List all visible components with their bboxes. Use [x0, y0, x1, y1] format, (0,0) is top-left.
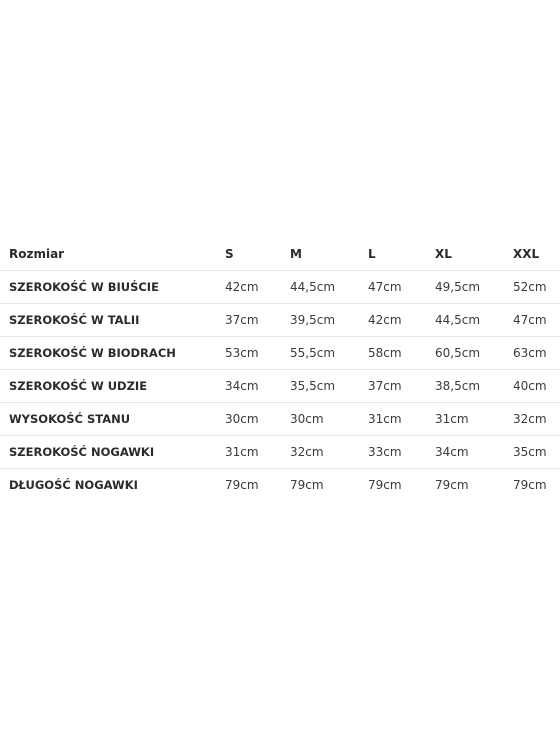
header-size-xxl: XXL — [513, 247, 540, 261]
table-cell: 53cm — [225, 337, 290, 370]
table-cell: 79cm — [225, 469, 290, 502]
table-cell: 35,5cm — [290, 370, 368, 403]
table-cell: 37cm — [225, 304, 290, 337]
table-cell: 42cm — [225, 271, 290, 304]
table-row — [0, 370, 560, 403]
table-row — [0, 337, 560, 370]
table-cell: 49,5cm — [435, 271, 513, 304]
table-cell: 31cm — [368, 403, 435, 436]
row-label: SZEROKOŚĆ W BIODRACH — [0, 337, 225, 370]
table-row — [0, 469, 560, 502]
table-cell: 58cm — [368, 337, 435, 370]
table-cell: 44,5cm — [290, 271, 368, 304]
row-label: SZEROKOŚĆ NOGAWKI — [0, 436, 225, 469]
header-size-label: Rozmiar — [9, 247, 65, 261]
table-cell: 79cm — [513, 469, 560, 502]
table-cell: 32cm — [513, 403, 560, 436]
header-size-l: L — [368, 247, 376, 261]
table-cell: 79cm — [368, 469, 435, 502]
table-row — [0, 304, 560, 337]
table-cell: 40cm — [513, 370, 560, 403]
table-cell: 47cm — [368, 271, 435, 304]
table-cell: 79cm — [435, 469, 513, 502]
table-cell: 33cm — [368, 436, 435, 469]
table-cell: 34cm — [225, 370, 290, 403]
table-cell: 52cm — [513, 271, 560, 304]
row-label: SZEROKOŚĆ W UDZIE — [0, 370, 225, 403]
table-cell: 30cm — [290, 403, 368, 436]
header-size-s: S — [225, 247, 234, 261]
table-header-row — [0, 238, 560, 271]
table-cell: 63cm — [513, 337, 560, 370]
table-cell: 55,5cm — [290, 337, 368, 370]
header-size-m: M — [290, 247, 302, 261]
table-cell: 47cm — [513, 304, 560, 337]
table-cell: 38,5cm — [435, 370, 513, 403]
table-cell: 34cm — [435, 436, 513, 469]
row-label: SZEROKOŚĆ W TALII — [0, 304, 225, 337]
table-cell: 44,5cm — [435, 304, 513, 337]
table-row — [0, 436, 560, 469]
row-label: SZEROKOŚĆ W BIUŚCIE — [0, 271, 225, 304]
table-cell: 31cm — [435, 403, 513, 436]
header-size-xl: XL — [435, 247, 452, 261]
table-cell: 31cm — [225, 436, 290, 469]
row-label: DŁUGOŚĆ NOGAWKI — [0, 469, 225, 502]
table-row — [0, 403, 560, 436]
row-label: WYSOKOŚĆ STANU — [0, 403, 225, 436]
table-cell: 32cm — [290, 436, 368, 469]
table-cell: 42cm — [368, 304, 435, 337]
table-cell: 60,5cm — [435, 337, 513, 370]
table-cell: 37cm — [368, 370, 435, 403]
table-cell: 39,5cm — [290, 304, 368, 337]
table-cell: 79cm — [290, 469, 368, 502]
table-cell: 35cm — [513, 436, 560, 469]
table-cell: 30cm — [225, 403, 290, 436]
size-chart-table — [0, 238, 560, 501]
table-row — [0, 271, 560, 304]
